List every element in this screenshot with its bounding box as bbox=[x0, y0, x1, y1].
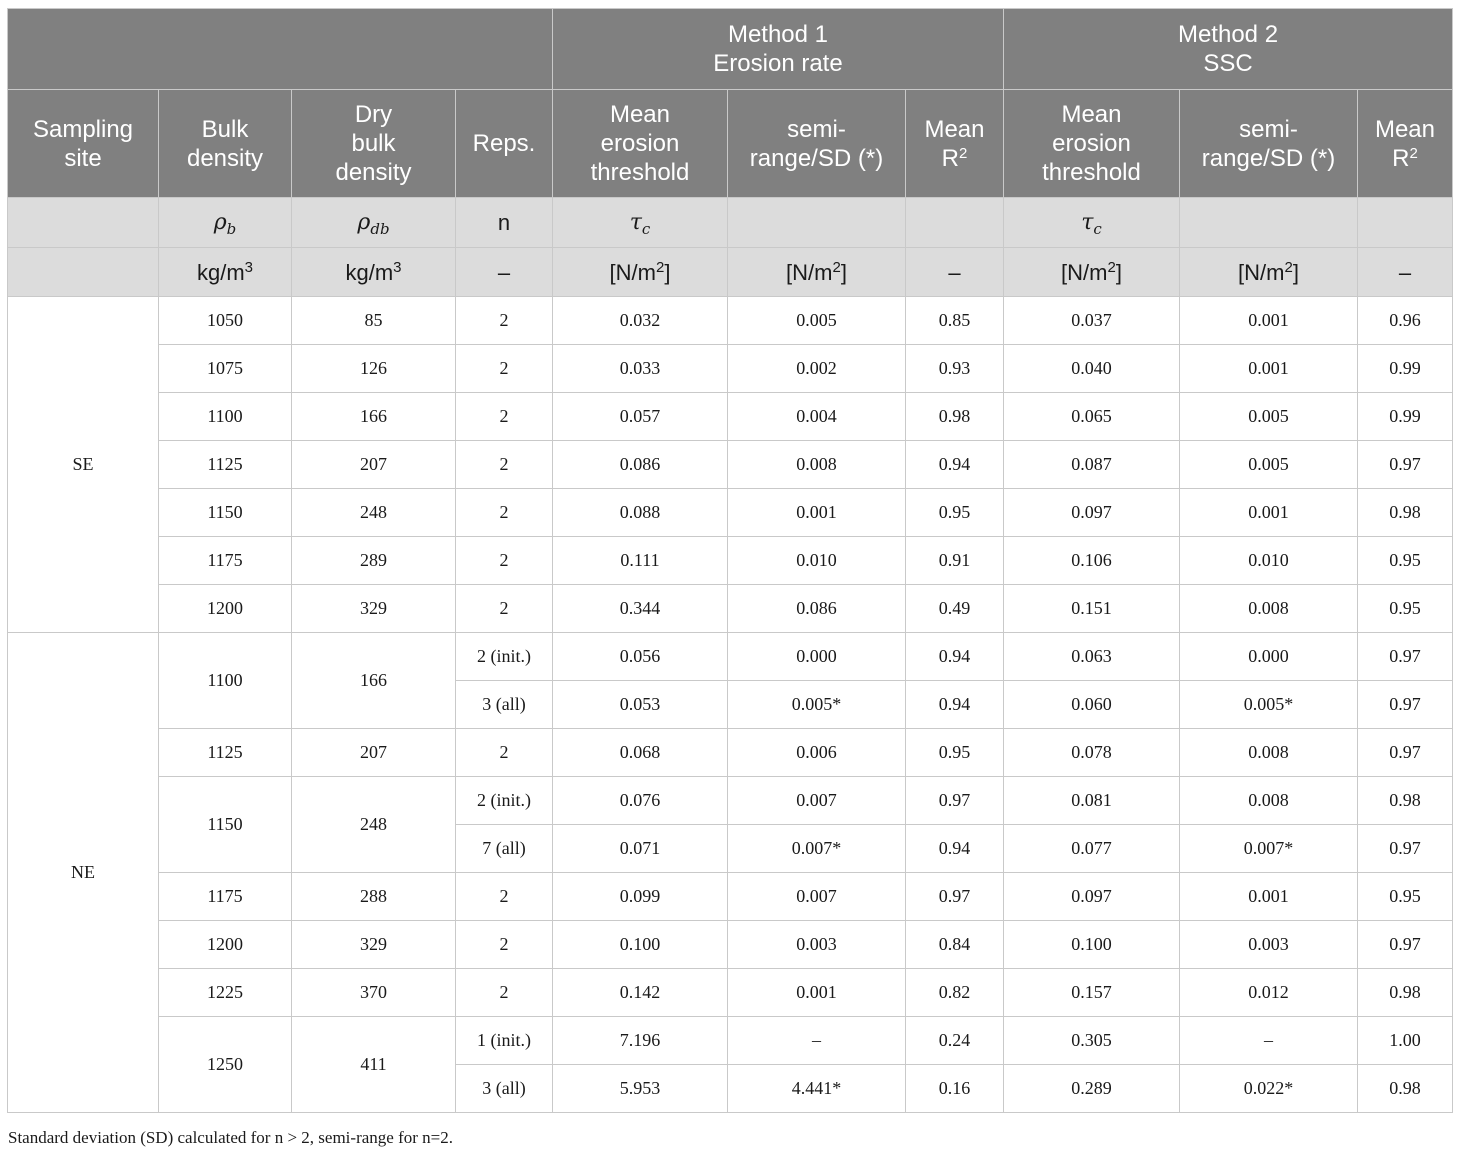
method-group-row bbox=[8, 9, 1453, 90]
reps-cell: 2 bbox=[456, 297, 553, 345]
column-title-row bbox=[8, 90, 1453, 198]
m1-r2-cell: 0.91 bbox=[906, 537, 1004, 585]
reps-cell: 2 (init.) bbox=[456, 777, 553, 825]
reps-cell: 2 bbox=[456, 873, 553, 921]
symbol-bulk: $\rho_b$ bbox=[159, 198, 292, 248]
m1-mean-cell: 0.032 bbox=[553, 297, 728, 345]
col-m2-mean-threshold: Mean erosion threshold bbox=[1004, 90, 1180, 198]
m2-mean-cell: 0.100 bbox=[1004, 921, 1180, 969]
bulk-cell: 1050 bbox=[159, 297, 292, 345]
dry-cell: 370 bbox=[292, 969, 456, 1017]
reps-cell: 2 bbox=[456, 345, 553, 393]
m1-r2-cell: 0.95 bbox=[906, 729, 1004, 777]
bulk-cell: 1125 bbox=[159, 729, 292, 777]
unit-m2-mean: $[N/m^2]$ bbox=[1004, 248, 1180, 297]
symbol-blank bbox=[8, 198, 159, 248]
reps-cell: 2 bbox=[456, 921, 553, 969]
m1-mean-cell: 0.033 bbox=[553, 345, 728, 393]
blank-header-cell bbox=[8, 9, 553, 90]
m2-r2-cell: 0.95 bbox=[1358, 585, 1453, 633]
m2-semi-cell: 0.008 bbox=[1180, 585, 1358, 633]
bulk-cell: 1250 bbox=[159, 1017, 292, 1113]
col-sampling-site: Sampling site bbox=[8, 90, 159, 198]
m2-mean-cell: 0.305 bbox=[1004, 1017, 1180, 1065]
bulk-cell: 1225 bbox=[159, 969, 292, 1017]
m2-semi-cell: 0.003 bbox=[1180, 921, 1358, 969]
m2-r2-cell: 1.00 bbox=[1358, 1017, 1453, 1065]
dry-cell: 85 bbox=[292, 297, 456, 345]
unit-reps: – bbox=[456, 248, 553, 297]
reps-cell: 7 (all) bbox=[456, 825, 553, 873]
m2-semi-cell: 0.010 bbox=[1180, 537, 1358, 585]
bulk-cell: 1150 bbox=[159, 489, 292, 537]
symbol-blank bbox=[1180, 198, 1358, 248]
m1-semi-cell: 0.001 bbox=[728, 969, 906, 1017]
bulk-cell: 1100 bbox=[159, 393, 292, 441]
m1-r2-cell: 0.49 bbox=[906, 585, 1004, 633]
method1-header: Method 1 Erosion rate bbox=[553, 9, 1004, 90]
table-row bbox=[8, 585, 1453, 633]
unit-bulk: $kg/m^3$ bbox=[159, 248, 292, 297]
m2-r2-cell: 0.99 bbox=[1358, 345, 1453, 393]
table-row bbox=[8, 873, 1453, 921]
m1-semi-cell: 0.008 bbox=[728, 441, 906, 489]
m2-semi-cell: 0.022* bbox=[1180, 1065, 1358, 1113]
dry-cell: 126 bbox=[292, 345, 456, 393]
m2-r2-cell: 0.97 bbox=[1358, 921, 1453, 969]
reps-cell: 2 bbox=[456, 489, 553, 537]
m2-r2-cell: 0.99 bbox=[1358, 393, 1453, 441]
m1-mean-cell: 0.099 bbox=[553, 873, 728, 921]
m1-semi-cell: 0.006 bbox=[728, 729, 906, 777]
m1-semi-cell: – bbox=[728, 1017, 906, 1065]
dry-cell: 289 bbox=[292, 537, 456, 585]
m2-r2-cell: 0.95 bbox=[1358, 873, 1453, 921]
m2-r2-cell: 0.98 bbox=[1358, 969, 1453, 1017]
m1-r2-cell: 0.94 bbox=[906, 681, 1004, 729]
symbol-blank bbox=[1358, 198, 1453, 248]
m2-semi-cell: 0.008 bbox=[1180, 777, 1358, 825]
m1-mean-cell: 5.953 bbox=[553, 1065, 728, 1113]
table-row bbox=[8, 489, 1453, 537]
table-row bbox=[8, 729, 1453, 777]
m2-r2-cell: 0.97 bbox=[1358, 441, 1453, 489]
m1-semi-cell: 4.441* bbox=[728, 1065, 906, 1113]
m2-semi-cell: 0.005 bbox=[1180, 441, 1358, 489]
unit-m1-semi: $[N/m^2]$ bbox=[728, 248, 906, 297]
col-m1-mean-threshold: Mean erosion threshold bbox=[553, 90, 728, 198]
units-row bbox=[8, 248, 1453, 297]
m1-mean-cell: 0.086 bbox=[553, 441, 728, 489]
m2-mean-cell: 0.106 bbox=[1004, 537, 1180, 585]
m2-mean-cell: 0.040 bbox=[1004, 345, 1180, 393]
table-row bbox=[8, 969, 1453, 1017]
bulk-cell: 1200 bbox=[159, 585, 292, 633]
reps-cell: 1 (init.) bbox=[456, 1017, 553, 1065]
dry-cell: 248 bbox=[292, 777, 456, 873]
m2-mean-cell: 0.289 bbox=[1004, 1065, 1180, 1113]
col-m1-mean-r2: Mean $R^2$ bbox=[906, 90, 1004, 198]
m2-mean-cell: 0.081 bbox=[1004, 777, 1180, 825]
m2-r2-cell: 0.97 bbox=[1358, 681, 1453, 729]
m1-semi-cell: 0.086 bbox=[728, 585, 906, 633]
m2-mean-cell: 0.087 bbox=[1004, 441, 1180, 489]
m1-mean-cell: 0.071 bbox=[553, 825, 728, 873]
dry-cell: 288 bbox=[292, 873, 456, 921]
m2-r2-cell: 0.98 bbox=[1358, 777, 1453, 825]
m2-r2-cell: 0.97 bbox=[1358, 729, 1453, 777]
table-row bbox=[8, 297, 1453, 345]
m2-semi-cell: 0.005 bbox=[1180, 393, 1358, 441]
dry-cell: 207 bbox=[292, 441, 456, 489]
dry-cell: 329 bbox=[292, 585, 456, 633]
m2-mean-cell: 0.077 bbox=[1004, 825, 1180, 873]
m1-mean-cell: 0.142 bbox=[553, 969, 728, 1017]
site-cell: SE bbox=[8, 297, 159, 633]
reps-cell: 2 bbox=[456, 537, 553, 585]
table-row bbox=[8, 777, 1453, 825]
m2-r2-cell: 0.97 bbox=[1358, 633, 1453, 681]
m1-semi-cell: 0.007* bbox=[728, 825, 906, 873]
unit-m2-semi: $[N/m^2]$ bbox=[1180, 248, 1358, 297]
m1-r2-cell: 0.98 bbox=[906, 393, 1004, 441]
m1-r2-cell: 0.94 bbox=[906, 825, 1004, 873]
m2-r2-cell: 0.98 bbox=[1358, 1065, 1453, 1113]
m1-r2-cell: 0.24 bbox=[906, 1017, 1004, 1065]
m2-mean-cell: 0.157 bbox=[1004, 969, 1180, 1017]
bulk-cell: 1100 bbox=[159, 633, 292, 729]
dry-cell: 166 bbox=[292, 633, 456, 729]
col-reps: Reps. bbox=[456, 90, 553, 198]
bulk-cell: 1075 bbox=[159, 345, 292, 393]
table-row bbox=[8, 1017, 1453, 1065]
unit-m2-r2: – bbox=[1358, 248, 1453, 297]
m1-mean-cell: 0.057 bbox=[553, 393, 728, 441]
m1-semi-cell: 0.007 bbox=[728, 873, 906, 921]
m1-mean-cell: 0.344 bbox=[553, 585, 728, 633]
table-row bbox=[8, 441, 1453, 489]
m1-semi-cell: 0.007 bbox=[728, 777, 906, 825]
m2-mean-cell: 0.097 bbox=[1004, 489, 1180, 537]
m1-r2-cell: 0.85 bbox=[906, 297, 1004, 345]
reps-cell: 2 bbox=[456, 729, 553, 777]
m1-r2-cell: 0.95 bbox=[906, 489, 1004, 537]
symbol-m2-tau: $\tau_c$ bbox=[1004, 198, 1180, 248]
symbol-m1-tau: $\tau_c$ bbox=[553, 198, 728, 248]
m1-semi-cell: 0.001 bbox=[728, 489, 906, 537]
m1-r2-cell: 0.93 bbox=[906, 345, 1004, 393]
m2-semi-cell: – bbox=[1180, 1017, 1358, 1065]
m1-mean-cell: 0.076 bbox=[553, 777, 728, 825]
dry-cell: 248 bbox=[292, 489, 456, 537]
m2-r2-cell: 0.95 bbox=[1358, 537, 1453, 585]
col-m2-mean-r2: Mean $R^2$ bbox=[1358, 90, 1453, 198]
m2-semi-cell: 0.001 bbox=[1180, 489, 1358, 537]
col-m1-semi-range: semi-range/SD (*) bbox=[728, 90, 906, 198]
m1-r2-cell: 0.97 bbox=[906, 873, 1004, 921]
reps-cell: 3 (all) bbox=[456, 1065, 553, 1113]
m1-mean-cell: 0.100 bbox=[553, 921, 728, 969]
m1-semi-cell: 0.000 bbox=[728, 633, 906, 681]
bulk-cell: 1125 bbox=[159, 441, 292, 489]
m2-semi-cell: 0.001 bbox=[1180, 873, 1358, 921]
unit-m1-r2: – bbox=[906, 248, 1004, 297]
symbol-reps: n bbox=[456, 198, 553, 248]
m1-r2-cell: 0.94 bbox=[906, 441, 1004, 489]
dry-cell: 166 bbox=[292, 393, 456, 441]
m1-r2-cell: 0.16 bbox=[906, 1065, 1004, 1113]
m2-mean-cell: 0.060 bbox=[1004, 681, 1180, 729]
dry-cell: 411 bbox=[292, 1017, 456, 1113]
m1-semi-cell: 0.005 bbox=[728, 297, 906, 345]
m2-mean-cell: 0.063 bbox=[1004, 633, 1180, 681]
m2-semi-cell: 0.012 bbox=[1180, 969, 1358, 1017]
m1-semi-cell: 0.003 bbox=[728, 921, 906, 969]
bulk-cell: 1175 bbox=[159, 537, 292, 585]
m2-r2-cell: 0.96 bbox=[1358, 297, 1453, 345]
unit-blank bbox=[8, 248, 159, 297]
m2-semi-cell: 0.001 bbox=[1180, 345, 1358, 393]
table-footnote: Standard deviation (SD) calculated for n > 2, semi-range for n=2. bbox=[8, 1128, 453, 1147]
m1-r2-cell: 0.97 bbox=[906, 777, 1004, 825]
unit-m1-mean: $[N/m^2]$ bbox=[553, 248, 728, 297]
m2-mean-cell: 0.097 bbox=[1004, 873, 1180, 921]
table-row bbox=[8, 345, 1453, 393]
m1-r2-cell: 0.94 bbox=[906, 633, 1004, 681]
m1-semi-cell: 0.010 bbox=[728, 537, 906, 585]
m2-semi-cell: 0.000 bbox=[1180, 633, 1358, 681]
m2-mean-cell: 0.065 bbox=[1004, 393, 1180, 441]
m2-semi-cell: 0.008 bbox=[1180, 729, 1358, 777]
reps-cell: 2 (init.) bbox=[456, 633, 553, 681]
bulk-cell: 1200 bbox=[159, 921, 292, 969]
symbol-dry: $\rho_{db}$ bbox=[292, 198, 456, 248]
m2-mean-cell: 0.151 bbox=[1004, 585, 1180, 633]
table-row bbox=[8, 921, 1453, 969]
table-row bbox=[8, 393, 1453, 441]
m2-semi-cell: 0.005* bbox=[1180, 681, 1358, 729]
bulk-cell: 1150 bbox=[159, 777, 292, 873]
m2-semi-cell: 0.001 bbox=[1180, 297, 1358, 345]
m1-semi-cell: 0.002 bbox=[728, 345, 906, 393]
m2-semi-cell: 0.007* bbox=[1180, 825, 1358, 873]
m1-semi-cell: 0.005* bbox=[728, 681, 906, 729]
m1-mean-cell: 0.053 bbox=[553, 681, 728, 729]
m2-mean-cell: 0.037 bbox=[1004, 297, 1180, 345]
m1-mean-cell: 0.056 bbox=[553, 633, 728, 681]
reps-cell: 2 bbox=[456, 969, 553, 1017]
col-m2-semi-range: semi-range/SD (*) bbox=[1180, 90, 1358, 198]
col-bulk-density: Bulk density bbox=[159, 90, 292, 198]
site-cell: NE bbox=[8, 633, 159, 1113]
m1-mean-cell: 0.111 bbox=[553, 537, 728, 585]
reps-cell: 3 (all) bbox=[456, 681, 553, 729]
reps-cell: 2 bbox=[456, 585, 553, 633]
col-dry-bulk-density: Dry bulk density bbox=[292, 90, 456, 198]
unit-dry: $kg/m^3$ bbox=[292, 248, 456, 297]
symbol-blank bbox=[906, 198, 1004, 248]
reps-cell: 2 bbox=[456, 393, 553, 441]
m2-r2-cell: 0.98 bbox=[1358, 489, 1453, 537]
m1-r2-cell: 0.82 bbox=[906, 969, 1004, 1017]
m1-semi-cell: 0.004 bbox=[728, 393, 906, 441]
m1-mean-cell: 0.088 bbox=[553, 489, 728, 537]
m1-r2-cell: 0.84 bbox=[906, 921, 1004, 969]
table-row bbox=[8, 537, 1453, 585]
table-row bbox=[8, 633, 1453, 681]
m2-mean-cell: 0.078 bbox=[1004, 729, 1180, 777]
dry-cell: 329 bbox=[292, 921, 456, 969]
symbol-blank bbox=[728, 198, 906, 248]
reps-cell: 2 bbox=[456, 441, 553, 489]
m2-r2-cell: 0.97 bbox=[1358, 825, 1453, 873]
bulk-cell: 1175 bbox=[159, 873, 292, 921]
erosion-threshold-table bbox=[7, 8, 1453, 1113]
symbol-row bbox=[8, 198, 1453, 248]
method2-header: Method 2 SSC bbox=[1004, 9, 1453, 90]
m1-mean-cell: 0.068 bbox=[553, 729, 728, 777]
dry-cell: 207 bbox=[292, 729, 456, 777]
m1-mean-cell: 7.196 bbox=[553, 1017, 728, 1065]
